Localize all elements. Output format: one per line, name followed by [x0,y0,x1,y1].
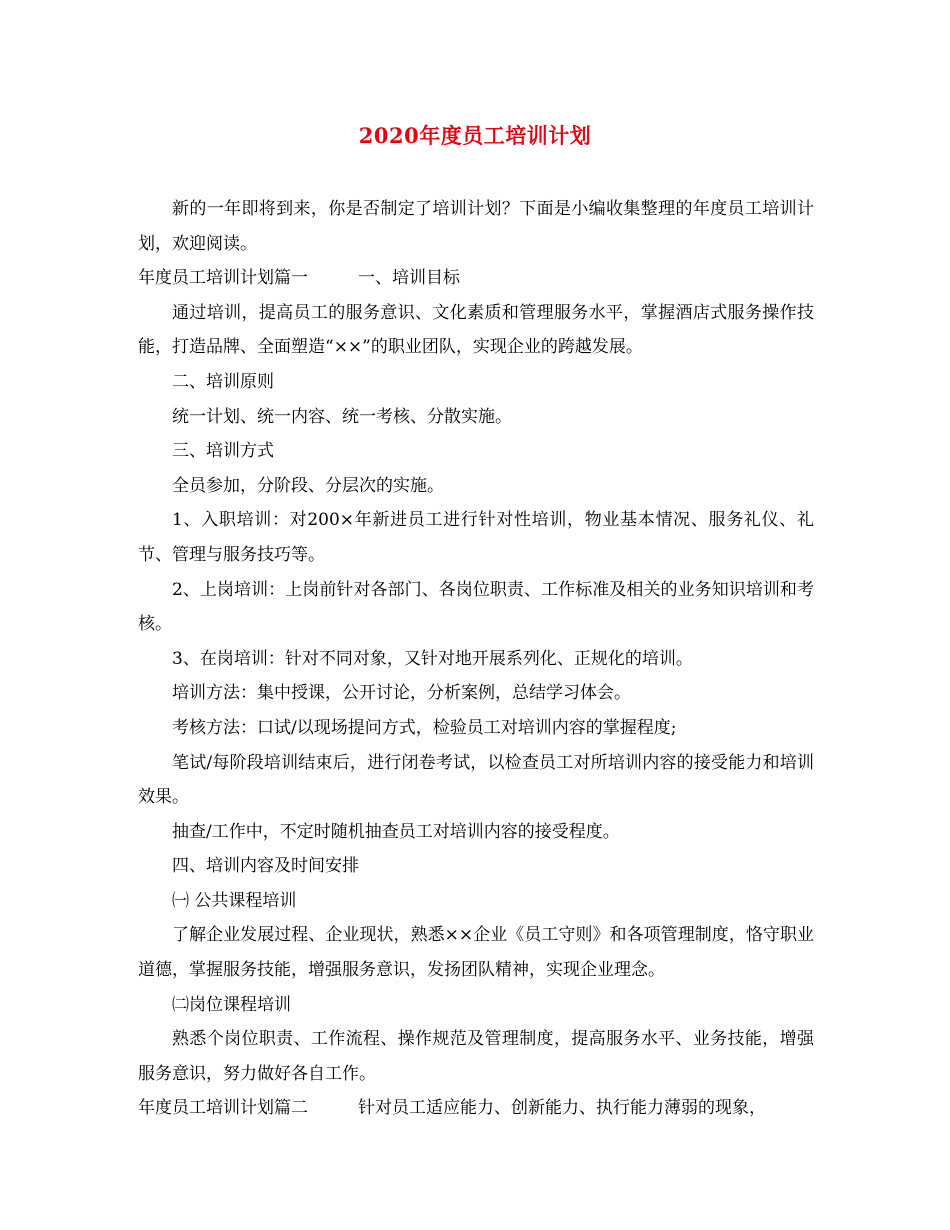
section1-subheading: 一、培训目标 [358,268,460,289]
paragraph-training-method: 培训方法：集中授课，公开讨论，分析案例，总结学习体会。 [172,683,631,704]
intro-paragraph: 新的一年即将到来，你是否制定了培训计划？下面是小编收集整理的年度员工培训计划，欢迎阅读。 [138,199,814,254]
paragraph-method: 全员参加，分阶段、分层次的实施。 [172,475,444,496]
section2-line [138,1091,814,1126]
heading-method: 三、培训方式 [172,441,274,462]
paragraph-preshift: 2、上岗培训：上岗前针对各部门、各岗位职责、工作标准及相关的业务知识培训和考核。 [138,579,814,635]
heading-public-course: ㈠ 公共课程培训 [172,890,297,911]
paragraph-principle: 统一计划、统一内容、统一考核、分散实施。 [172,406,512,427]
paragraph-goal: 通过培训，提高员工的服务意识、文化素质和管理服务水平，掌握酒店式服务操作技能，打造品牌、全面塑造“××”的职业团队，实现企业的跨越发展。 [138,302,814,358]
paragraph-written-test: 笔试/每阶段培训结束后，进行闭卷考试，以检查员工对所培训内容的接受能力和培训效果。 [138,752,814,808]
section1-heading-line [138,261,814,296]
section1-heading: 年度员工培训计划篇一 [138,268,308,289]
paragraph-onjob: 3、在岗培训：针对不同对象，又针对地开展系列化、正规化的培训。 [172,648,693,669]
paragraph-assessment: 考核方法：口试/以现场提问方式，检验员工对培训内容的掌握程度; [172,717,677,738]
paragraph-position-course: 熟悉个岗位职责、工作流程、操作规范及管理制度，提高服务水平、业务技能，增强服务意识，努力做好各自工作。 [138,1029,814,1084]
document-title: 2020年度员工培训计划 [358,123,592,148]
section2-text: 针对员工适应能力、创新能力、执行能力薄弱的现象， [358,1098,766,1119]
paragraph-public-course: 了解企业发展过程、企业现状，熟悉××企业《员工守则》和各项管理制度，恪守职业道德，掌握服务技能，增强服务意识，发扬团队精神，实现企业理念。 [138,925,814,981]
document-body [138,192,814,1126]
paragraph-spot-check: 抽查/工作中，不定时随机抽查员工对培训内容的接受程度。 [172,821,620,842]
section2-heading: 年度员工培训计划篇二 [138,1098,308,1119]
heading-position-course: ㈡岗位课程培训 [172,994,291,1015]
paragraph-onboarding: 1、入职培训：对200×年新进员工进行针对性培训，物业基本情况、服务礼仪、礼节、管理与服务技巧等。 [138,510,814,565]
heading-content-schedule: 四、培训内容及时间安排 [172,856,359,877]
heading-principle: 二、培训原则 [172,371,274,392]
